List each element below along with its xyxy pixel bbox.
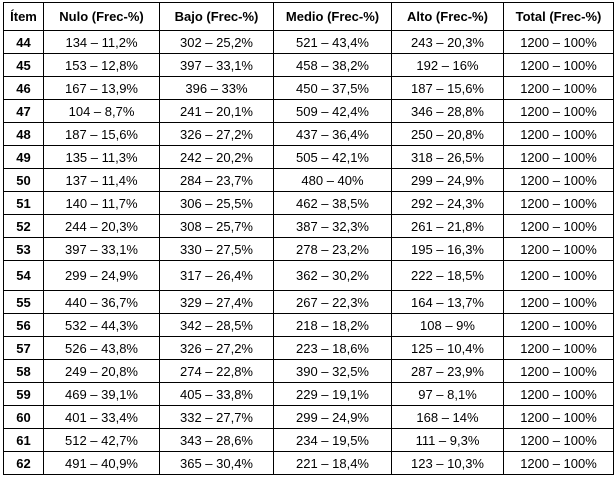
cell-alto: 125 – 10,4%	[392, 337, 504, 360]
header-row	[4, 3, 614, 31]
cell-nulo: 440 – 36,7%	[44, 291, 160, 314]
cell-bajo: 308 – 25,7%	[160, 215, 274, 238]
cell-bajo: 274 – 22,8%	[160, 360, 274, 383]
cell-medio: 387 – 32,3%	[274, 215, 392, 238]
cell-nulo: 397 – 33,1%	[44, 238, 160, 261]
cell-medio: 267 – 22,3%	[274, 291, 392, 314]
cell-alto: 192 – 16%	[392, 54, 504, 77]
cell-item: 60	[4, 406, 44, 429]
table-row	[4, 452, 614, 475]
cell-total: 1200 – 100%	[504, 123, 614, 146]
table-row	[4, 238, 614, 261]
cell-medio: 509 – 42,4%	[274, 100, 392, 123]
cell-item: 48	[4, 123, 44, 146]
table-row	[4, 100, 614, 123]
cell-nulo: 512 – 42,7%	[44, 429, 160, 452]
cell-nulo: 104 – 8,7%	[44, 100, 160, 123]
header-nulo: Nulo (Frec-%)	[44, 3, 160, 31]
header-medio: Medio (Frec-%)	[274, 3, 392, 31]
cell-bajo: 397 – 33,1%	[160, 54, 274, 77]
cell-bajo: 342 – 28,5%	[160, 314, 274, 337]
cell-total: 1200 – 100%	[504, 146, 614, 169]
cell-alto: 164 – 13,7%	[392, 291, 504, 314]
cell-alto: 222 – 18,5%	[392, 261, 504, 291]
cell-bajo: 332 – 27,7%	[160, 406, 274, 429]
table-row	[4, 383, 614, 406]
cell-medio: 218 – 18,2%	[274, 314, 392, 337]
cell-bajo: 343 – 28,6%	[160, 429, 274, 452]
table-row	[4, 360, 614, 383]
cell-item: 59	[4, 383, 44, 406]
cell-total: 1200 – 100%	[504, 54, 614, 77]
cell-total: 1200 – 100%	[504, 77, 614, 100]
cell-nulo: 526 – 43,8%	[44, 337, 160, 360]
table-row	[4, 314, 614, 337]
cell-total: 1200 – 100%	[504, 452, 614, 475]
cell-nulo: 299 – 24,9%	[44, 261, 160, 291]
table-row	[4, 169, 614, 192]
cell-medio: 229 – 19,1%	[274, 383, 392, 406]
cell-medio: 505 – 42,1%	[274, 146, 392, 169]
cell-nulo: 187 – 15,6%	[44, 123, 160, 146]
cell-item: 53	[4, 238, 44, 261]
cell-alto: 195 – 16,3%	[392, 238, 504, 261]
cell-medio: 234 – 19,5%	[274, 429, 392, 452]
header-alto: Alto (Frec-%)	[392, 3, 504, 31]
cell-item: 46	[4, 77, 44, 100]
header-item: Ítem	[4, 3, 44, 31]
cell-nulo: 491 – 40,9%	[44, 452, 160, 475]
cell-nulo: 401 – 33,4%	[44, 406, 160, 429]
cell-total: 1200 – 100%	[504, 238, 614, 261]
cell-alto: 243 – 20,3%	[392, 31, 504, 54]
table-row	[4, 291, 614, 314]
cell-bajo: 326 – 27,2%	[160, 337, 274, 360]
cell-item: 58	[4, 360, 44, 383]
table-row	[4, 123, 614, 146]
cell-nulo: 135 – 11,3%	[44, 146, 160, 169]
cell-nulo: 167 – 13,9%	[44, 77, 160, 100]
cell-total: 1200 – 100%	[504, 360, 614, 383]
cell-item: 44	[4, 31, 44, 54]
cell-medio: 437 – 36,4%	[274, 123, 392, 146]
cell-bajo: 302 – 25,2%	[160, 31, 274, 54]
cell-item: 52	[4, 215, 44, 238]
cell-item: 62	[4, 452, 44, 475]
table-row	[4, 337, 614, 360]
table-row	[4, 31, 614, 54]
table-row	[4, 215, 614, 238]
cell-total: 1200 – 100%	[504, 291, 614, 314]
cell-medio: 221 – 18,4%	[274, 452, 392, 475]
cell-bajo: 242 – 20,2%	[160, 146, 274, 169]
cell-total: 1200 – 100%	[504, 31, 614, 54]
frequency-table	[3, 2, 614, 475]
cell-bajo: 241 – 20,1%	[160, 100, 274, 123]
table-row	[4, 192, 614, 215]
cell-item: 55	[4, 291, 44, 314]
cell-alto: 287 – 23,9%	[392, 360, 504, 383]
cell-medio: 278 – 23,2%	[274, 238, 392, 261]
cell-alto: 318 – 26,5%	[392, 146, 504, 169]
cell-alto: 250 – 20,8%	[392, 123, 504, 146]
cell-item: 47	[4, 100, 44, 123]
cell-bajo: 405 – 33,8%	[160, 383, 274, 406]
cell-item: 45	[4, 54, 44, 77]
cell-medio: 521 – 43,4%	[274, 31, 392, 54]
cell-bajo: 317 – 26,4%	[160, 261, 274, 291]
cell-nulo: 532 – 44,3%	[44, 314, 160, 337]
cell-item: 56	[4, 314, 44, 337]
header-total: Total (Frec-%)	[504, 3, 614, 31]
cell-total: 1200 – 100%	[504, 429, 614, 452]
table-row	[4, 54, 614, 77]
cell-item: 61	[4, 429, 44, 452]
cell-bajo: 329 – 27,4%	[160, 291, 274, 314]
cell-bajo: 326 – 27,2%	[160, 123, 274, 146]
cell-medio: 458 – 38,2%	[274, 54, 392, 77]
cell-medio: 450 – 37,5%	[274, 77, 392, 100]
table-row	[4, 261, 614, 291]
cell-total: 1200 – 100%	[504, 192, 614, 215]
cell-bajo: 330 – 27,5%	[160, 238, 274, 261]
table-row	[4, 146, 614, 169]
cell-total: 1200 – 100%	[504, 215, 614, 238]
cell-medio: 390 – 32,5%	[274, 360, 392, 383]
cell-total: 1200 – 100%	[504, 337, 614, 360]
cell-bajo: 306 – 25,5%	[160, 192, 274, 215]
cell-alto: 108 – 9%	[392, 314, 504, 337]
cell-bajo: 365 – 30,4%	[160, 452, 274, 475]
cell-alto: 111 – 9,3%	[392, 429, 504, 452]
cell-alto: 168 – 14%	[392, 406, 504, 429]
cell-total: 1200 – 100%	[504, 406, 614, 429]
cell-total: 1200 – 100%	[504, 169, 614, 192]
cell-alto: 346 – 28,8%	[392, 100, 504, 123]
cell-nulo: 244 – 20,3%	[44, 215, 160, 238]
cell-nulo: 249 – 20,8%	[44, 360, 160, 383]
cell-alto: 187 – 15,6%	[392, 77, 504, 100]
cell-medio: 362 – 30,2%	[274, 261, 392, 291]
cell-medio: 480 – 40%	[274, 169, 392, 192]
cell-total: 1200 – 100%	[504, 261, 614, 291]
cell-total: 1200 – 100%	[504, 314, 614, 337]
cell-alto: 97 – 8,1%	[392, 383, 504, 406]
cell-item: 57	[4, 337, 44, 360]
cell-item: 51	[4, 192, 44, 215]
cell-medio: 462 – 38,5%	[274, 192, 392, 215]
cell-nulo: 137 – 11,4%	[44, 169, 160, 192]
cell-total: 1200 – 100%	[504, 383, 614, 406]
cell-alto: 299 – 24,9%	[392, 169, 504, 192]
cell-nulo: 153 – 12,8%	[44, 54, 160, 77]
cell-bajo: 396 – 33%	[160, 77, 274, 100]
cell-alto: 261 – 21,8%	[392, 215, 504, 238]
table-row	[4, 429, 614, 452]
cell-item: 54	[4, 261, 44, 291]
cell-alto: 123 – 10,3%	[392, 452, 504, 475]
cell-nulo: 140 – 11,7%	[44, 192, 160, 215]
cell-bajo: 284 – 23,7%	[160, 169, 274, 192]
cell-total: 1200 – 100%	[504, 100, 614, 123]
cell-nulo: 134 – 11,2%	[44, 31, 160, 54]
cell-alto: 292 – 24,3%	[392, 192, 504, 215]
table-body	[4, 31, 614, 475]
cell-medio: 223 – 18,6%	[274, 337, 392, 360]
header-bajo: Bajo (Frec-%)	[160, 3, 274, 31]
cell-item: 50	[4, 169, 44, 192]
table-row	[4, 406, 614, 429]
cell-nulo: 469 – 39,1%	[44, 383, 160, 406]
cell-item: 49	[4, 146, 44, 169]
cell-medio: 299 – 24,9%	[274, 406, 392, 429]
table-row	[4, 77, 614, 100]
